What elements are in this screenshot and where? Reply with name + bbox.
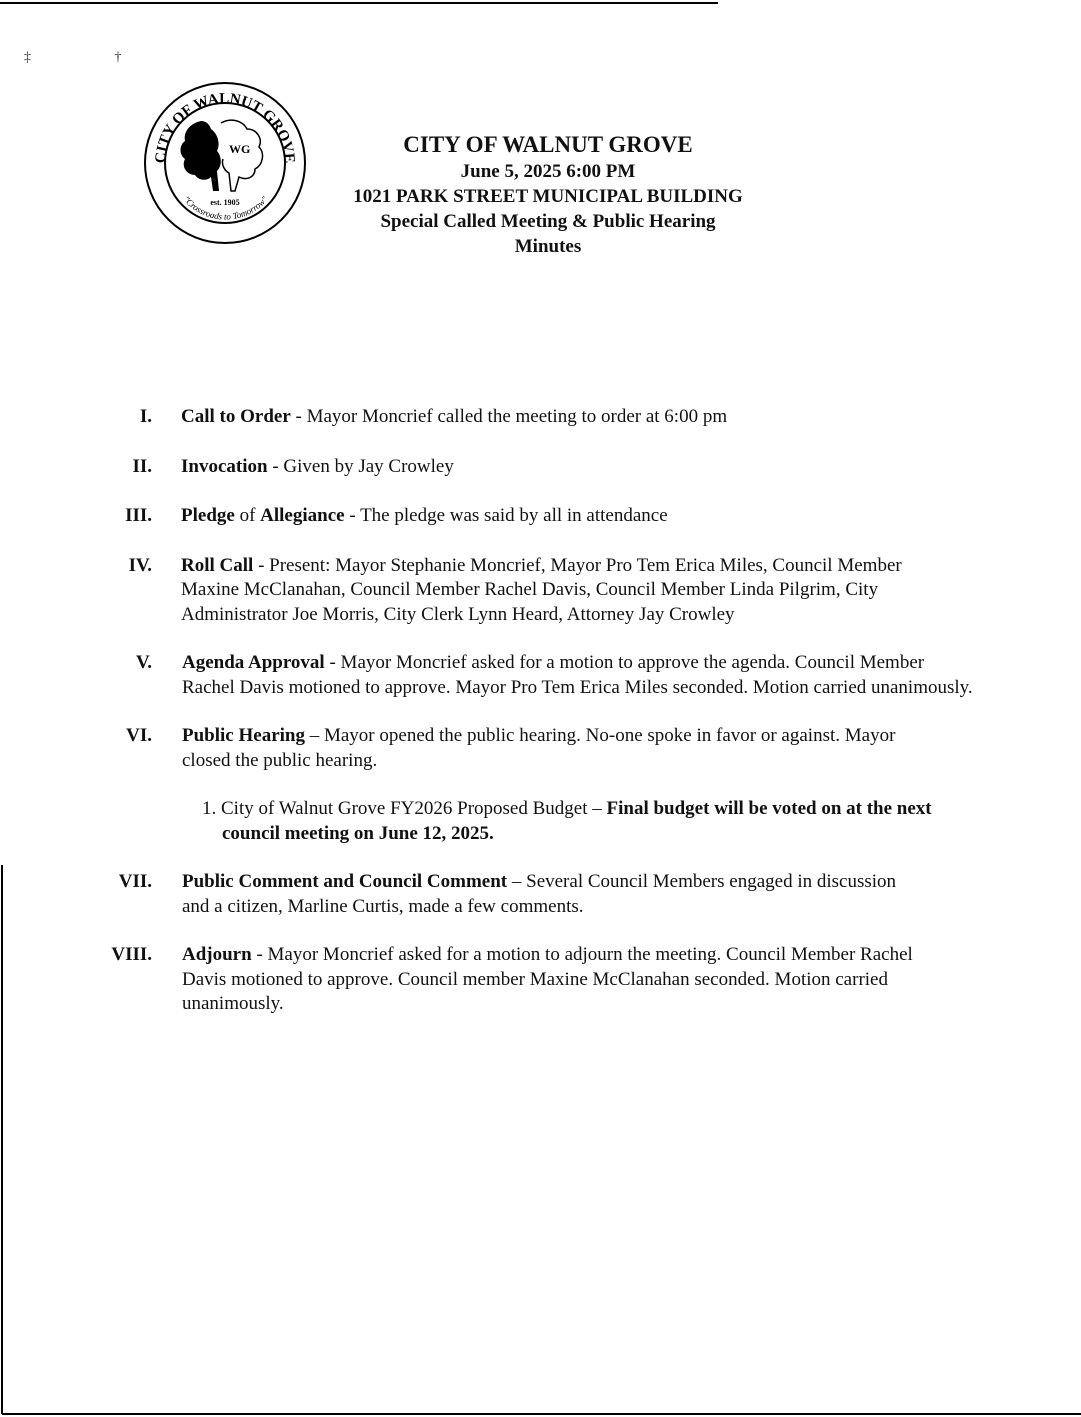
item-separator: – <box>304 725 324 746</box>
item-heading: Call to Order <box>181 406 291 427</box>
seal-established: est. 1905 <box>210 198 240 207</box>
public-hearing-subitem <box>202 797 992 846</box>
agenda-item-roll-call <box>0 554 1081 628</box>
item-text: Mayor Moncrief asked for a motion to approve the agenda. Council Member Rachel Davis motioned to approve. Mayor Pro Tem Erica Miles seconded. Motion carried unanimously. <box>182 652 973 698</box>
item-text: Several Council Members engaged in discussion and a citizen, Marline Curtis, made a few comments. <box>182 871 897 917</box>
document-type: Minutes <box>514 236 582 257</box>
document-header <box>318 131 778 259</box>
seal-monogram: WG <box>229 142 251 156</box>
item-text: Present: Mayor Stephanie Moncrief, Mayor Pro Tem Erica Miles, Council Member Maxine McClanahan, Council Member Rachel Davis, Council Member Linda Pilgrim, City Administrator Joe Morris, City Clerk Lynn Heard, Attorney Jay Crowley <box>181 554 902 625</box>
item-number: III. <box>125 505 152 526</box>
agenda-items <box>0 405 1081 1017</box>
item-text: Mayor opened the public hearing. No-one spoke in favor or against. Mayor closed the public hearing. <box>182 725 896 771</box>
seal-ring-text: CITY OF WALNUT GROVE <box>152 90 298 164</box>
agenda-item-agenda-approval <box>0 651 1081 700</box>
item-number: I. <box>139 406 152 427</box>
meeting-type: Special Called Meeting & Public Hearing <box>380 211 716 232</box>
city-seal-logo <box>143 81 308 246</box>
item-separator: - <box>344 505 361 526</box>
meeting-date-time: June 5, 2025 6:00 PM <box>460 161 636 182</box>
agenda-item-public-hearing <box>0 724 1081 846</box>
bottom-border-line <box>2 1413 1081 1415</box>
item-separator: - <box>324 652 341 673</box>
subitem-label: 1. City of Walnut Grove FY2026 Proposed Budget – <box>202 798 607 819</box>
item-heading: Pledge <box>181 505 235 526</box>
item-separator: - <box>253 554 270 576</box>
item-heading: Invocation <box>181 455 268 477</box>
city-title: CITY OF WALNUT GROVE <box>403 132 693 157</box>
subitem-note: Final budget will be voted on at the next council meeting on June 12, 2025. <box>222 798 932 844</box>
item-text: Mayor Moncrief called the meeting to order at 6:00 pm <box>306 406 728 427</box>
item-text: Mayor Moncrief asked for a motion to adjourn the meeting. Council Member Rachel Davis motioned to approve. Council member Maxine McClanahan seconded. Motion carried unanimously. <box>182 944 913 1014</box>
item-number: VIII. <box>111 944 152 965</box>
item-number: IV. <box>128 554 152 576</box>
item-separator: - <box>290 406 307 427</box>
item-number: VII. <box>118 871 152 892</box>
item-text: The pledge was said by all in attendance <box>360 505 668 526</box>
item-heading-part2: Allegiance <box>260 505 345 526</box>
item-heading: Agenda Approval <box>182 652 325 673</box>
meeting-location: 1021 PARK STREET MUNICIPAL BUILDING <box>353 186 743 207</box>
item-number: II. <box>132 455 152 477</box>
tree-dark-icon <box>181 121 221 191</box>
agenda-item-invocation <box>0 455 1081 480</box>
agenda-item-pledge <box>0 504 1081 529</box>
top-border-line <box>0 2 718 4</box>
item-separator: - <box>267 455 284 477</box>
item-number: V. <box>135 652 152 673</box>
stray-scan-marks: ‡ † <box>24 50 162 65</box>
agenda-item-adjourn <box>0 943 1081 1017</box>
agenda-item-call-to-order <box>0 405 1081 430</box>
item-separator: – <box>507 871 527 892</box>
item-text: Given by Jay Crowley <box>283 455 454 477</box>
seal-motto: "Crossroads to Tomorrow" <box>181 194 270 222</box>
item-separator: - <box>251 944 268 965</box>
item-number: VI. <box>126 725 152 746</box>
item-heading: Public Hearing <box>182 725 305 746</box>
item-heading: Roll Call <box>181 554 254 576</box>
item-heading: Public Comment and Council Comment <box>182 871 508 892</box>
item-heading: Adjourn <box>182 944 252 965</box>
agenda-item-public-comment <box>0 870 1081 919</box>
item-heading-connector: of <box>234 505 261 526</box>
